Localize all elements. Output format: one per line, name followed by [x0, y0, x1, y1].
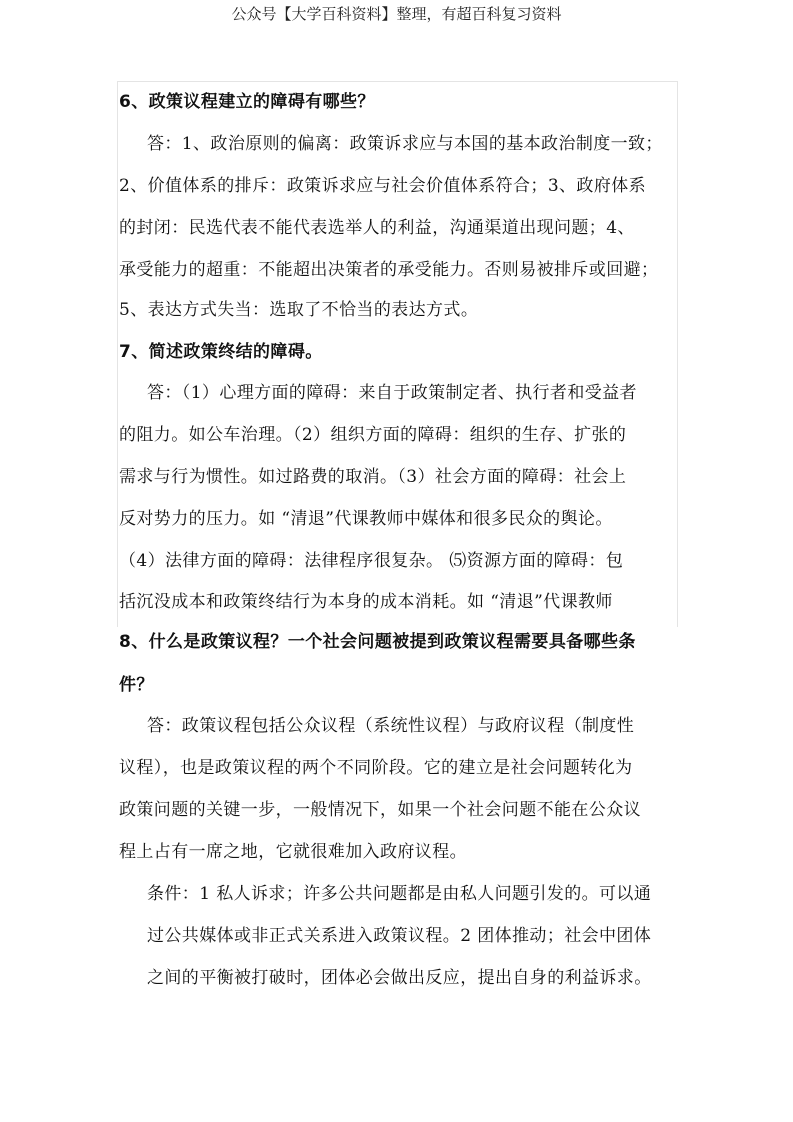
page-header: 公众号【大学百科资料】整理，有超百科复习资料	[231, 5, 562, 23]
q8-title-line-1: 8、什么是政策议程？一个社会问题被提到政策议程需要具备哪些条	[119, 632, 636, 652]
q6-line-2: 2、价值体系的排斥：政策诉求应与社会价值体系符合；3、政府体系	[119, 176, 647, 196]
q6-line-4: 承受能力的超重：不能超出决策者的承受能力。否则易被排斥或回避；	[119, 260, 659, 280]
q8-condition-line-2: 过公共媒体或非正式关系进入政策议程。2 团体推动；社会中团体	[147, 926, 652, 946]
q7-line-5: （4）法律方面的障碍：法律程序很复杂。 ⑸资源方面的障碍：包	[119, 551, 624, 571]
q8-line-3: 政策问题的关键一步，一般情况下，如果一个社会问题不能在公众议	[119, 800, 641, 820]
q8-title-line-2: 件？	[119, 675, 154, 695]
q7-line-1: 答：（1）心理方面的障碍：来自于政策制定者、执行者和受益者	[147, 383, 637, 403]
q8-line-2: 议程），也是政策议程的两个不同阶段。它的建立是社会问题转化为	[119, 758, 633, 778]
q6-line-1: 答：1、政治原则的偏离：政策诉求应与本国的基本政治制度一致；	[147, 134, 663, 154]
q8-line-4: 程上占有一席之地，它就很难加入政府议程。	[119, 842, 467, 862]
q8-condition-line-1: 条件：1 私人诉求；许多公共问题都是由私人问题引发的。可以通	[147, 884, 652, 904]
q6-line-3: 的封闭：民选代表不能代表选举人的利益，沟通渠道出现问题；4、	[119, 218, 635, 238]
q6-title: 6、政策议程建立的障碍有哪些？	[119, 92, 375, 112]
q7-title: 7、简述政策终结的障碍。	[119, 342, 323, 362]
q7-line-2: 的阻力。如公车治理。（2）组织方面的障碍：组织的生存、扩张的	[119, 425, 627, 445]
q7-line-3: 需求与行为惯性。如过路费的取消。（3）社会方面的障碍：社会上	[119, 467, 627, 487]
q8-line-1: 答：政策议程包括公众议程（系统性议程）与政府议程（制度性	[147, 716, 635, 736]
q7-line-4: 反对势力的压力。如 “清退”代课教师中媒体和很多民众的舆论。	[119, 509, 613, 529]
q6-line-5: 5、表达方式失当：选取了不恰当的表达方式。	[119, 300, 479, 320]
q7-line-6: 括沉没成本和政策终结行为本身的成本消耗。如 “清退”代课教师	[119, 592, 613, 612]
q8-condition-line-3: 之间的平衡被打破时，团体必会做出反应，提出自身的利益诉求。	[147, 968, 652, 988]
